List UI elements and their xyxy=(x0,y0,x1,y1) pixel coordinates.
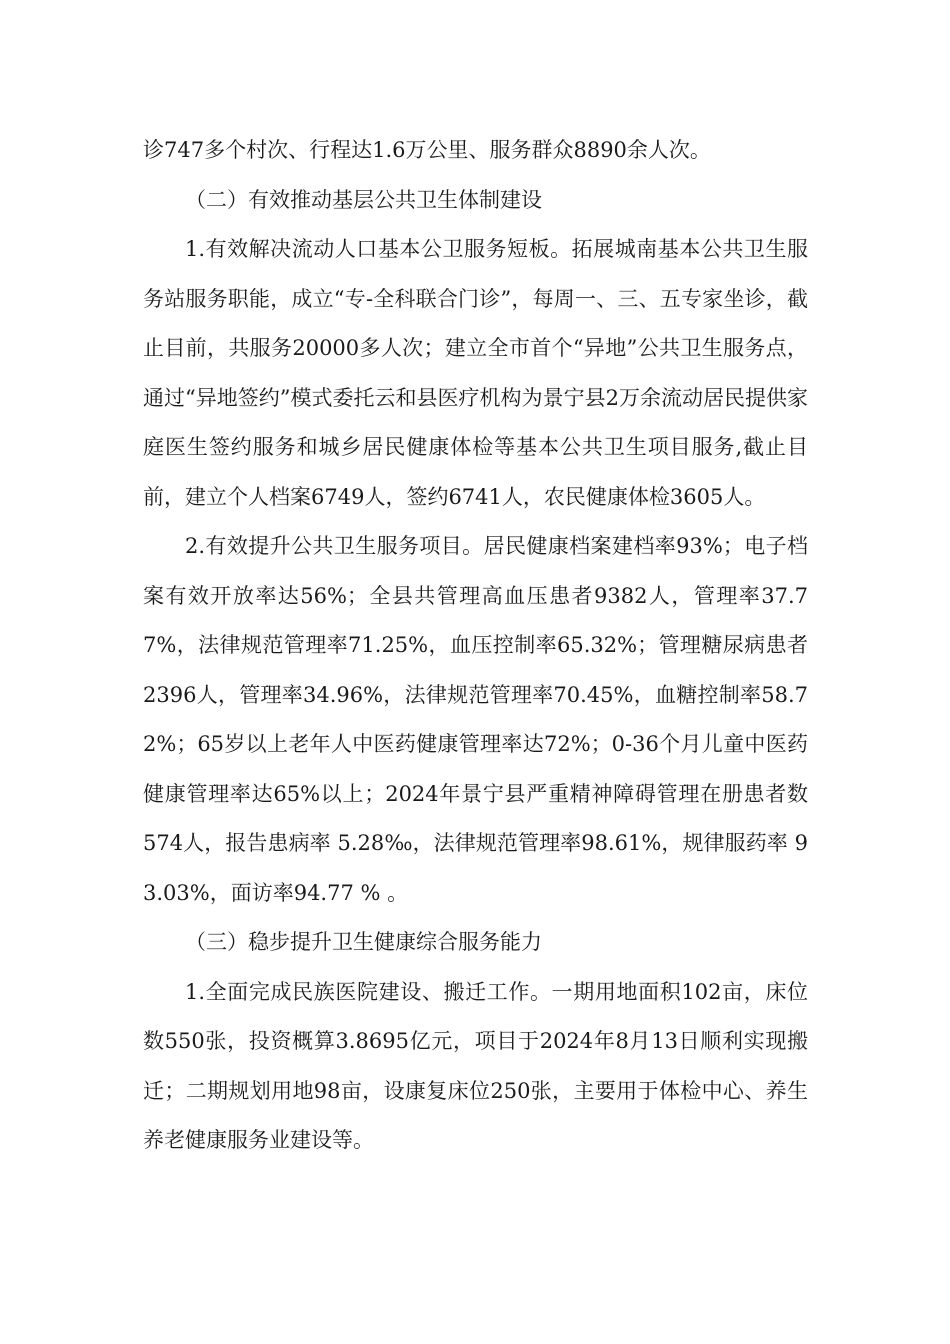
paragraph-ethnic-hospital: 1.全面完成民族医院建设、搬迁工作。一期用地面积102亩，床位数550张，投资概算3.8695亿元，项目于2024年8月13日顺利实现搬迁；二期规划用地98亩，设康复床位250张，主要用于体检中心、养生养老健康服务业建设等。 xyxy=(143,979,808,1152)
document-body xyxy=(143,126,808,1166)
paragraph-public-health-services: 2.有效提升公共卫生服务项目。居民健康档案建档率93%；电子档案有效开放率达56%；全县共管理高血压患者9382人，管理率37.77%，法律规范管理率71.25%，血压控制率65.32%；管理糖尿病患者2396人，管理率34.96%，法律规范管理率70.45%，血糖控制率58.72%；65岁以上老年人中医药健康管理率达72%；0-36个月儿童中医药健康管理率达65%以上；2024年景宁县严重精神障碍管理在册患者数 574人，报告患病率 5.28‰，法律规范管理率98.61%，规律服药率 93.03%，面访率94.77 % 。 xyxy=(143,534,808,905)
paragraph-floating-population: 1.有效解决流动人口基本公卫服务短板。拓展城南基本公共卫生服务站服务职能，成立“专-全科联合门诊”，每周一、三、五专家坐诊，截止目前，共服务20000多人次；建立全市首个“异地”公共卫生服务点，通过“异地签约”模式委托云和县医疗机构为景宁县2万余流动居民提供家庭医生签约服务和城乡居民健康体检等基本公共卫生项目服务,截止目前，建立个人档案6749人，签约6741人，农民健康体检3605人。 xyxy=(143,237,808,509)
section-heading-2: （二）有效推动基层公共卫生体制建设 xyxy=(185,187,542,212)
paragraph-continuation: 诊747多个村次、行程达1.6万公里、服务群众8890余人次。 xyxy=(143,138,711,162)
section-heading-3: （三）稳步提升卫生健康综合服务能力 xyxy=(185,930,542,954)
